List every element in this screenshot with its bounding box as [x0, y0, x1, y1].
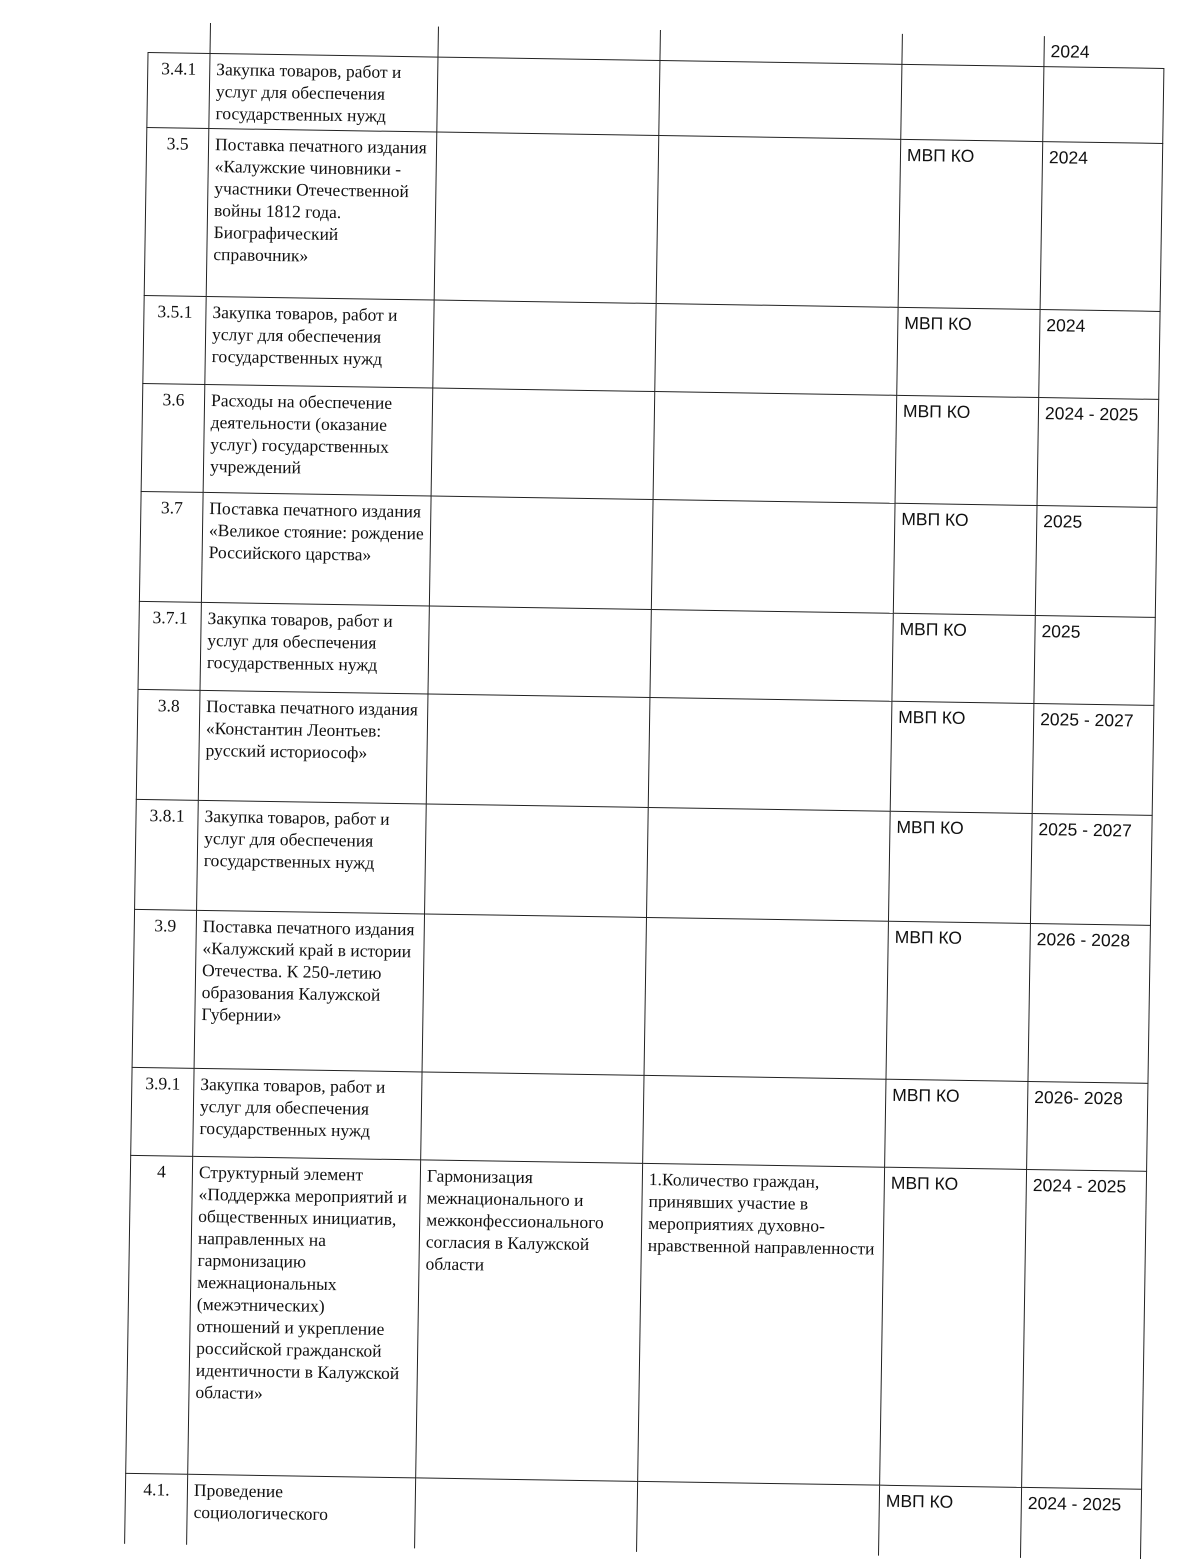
row-indicator — [653, 392, 897, 504]
row-years: 2024 - 2025 — [1020, 1487, 1141, 1559]
row-indicator — [650, 609, 893, 701]
row-years: 2026- 2028 — [1027, 1081, 1148, 1171]
table-row — [144, 127, 1163, 311]
row-indicator — [659, 61, 902, 140]
table-row — [135, 799, 1153, 925]
row-years: 2024 - 2025 — [1037, 398, 1159, 508]
row-name: Структурный элемент «Поддержка мероприятий и общественных инициатив, направленных на гармонизацию межнациональных (межэтнических) отношений и укрепление российской гражданской идентичности в Калужской области» — [188, 1156, 421, 1478]
row-name: Закупка товаров, работ и услуг для обеспечения государственных нужд — [205, 296, 434, 388]
row-executor: МВП КО — [890, 701, 1034, 813]
row-executor — [902, 34, 1044, 67]
row-number: 3.7.1 — [138, 601, 201, 690]
row-indicator — [646, 807, 890, 921]
row-years: 2025 — [1035, 506, 1157, 618]
row-executor — [901, 64, 1044, 141]
table-row — [131, 1067, 1148, 1171]
row-executor: МВП КО — [897, 307, 1040, 397]
row-indicator — [643, 1075, 886, 1167]
row-task — [434, 132, 659, 303]
row-task — [428, 606, 651, 697]
row-number: 3.9 — [132, 909, 196, 1068]
row-task — [415, 1478, 638, 1551]
row-name: Поставка печатного издания «Великое стояние: рождение Российского царства» — [201, 492, 431, 606]
row-name: Поставка печатного издания «Калужский край в истории Отечества. К 250-летию образования Калужской Губернии» — [194, 910, 424, 1072]
row-task — [431, 388, 655, 499]
row-number: 3.5 — [144, 127, 209, 296]
row-indicator — [660, 30, 902, 64]
row-name: Проведение социологического — [187, 1474, 416, 1548]
row-executor: МВП КО — [885, 1079, 1028, 1169]
row-indicator — [655, 304, 898, 396]
table-row — [125, 1473, 1142, 1559]
row-years: 2024 — [1040, 142, 1163, 312]
row-executor: МВП КО — [880, 1167, 1027, 1487]
row-name: Закупка товаров, работ и услуг для обеспечения государственных нужд — [200, 602, 429, 694]
row-name: Закупка товаров, работ и услуг для обеспечения государственных нужд — [209, 53, 438, 132]
row-executor: МВП КО — [886, 921, 1030, 1081]
row-name — [210, 23, 438, 57]
row-name: Расходы на обеспечение деятельности (оказание услуг) государственных учреждений — [203, 384, 433, 496]
row-name: Закупка товаров, работ и услуг для обеспечения государственных нужд — [193, 1068, 422, 1160]
row-number: 3.9.1 — [131, 1067, 194, 1156]
row-indicator — [637, 1481, 880, 1555]
row-task — [438, 27, 660, 61]
row-indicator — [648, 697, 892, 811]
table-body — [125, 22, 1165, 1559]
row-indicator — [644, 917, 888, 1079]
program-table — [124, 22, 1165, 1559]
row-number: 3.5.1 — [143, 295, 206, 384]
row-task — [422, 914, 646, 1075]
row-task: Гармонизация межнационального и межконфессионального согласия в Калужской области — [416, 1160, 643, 1481]
row-executor: МВП КО — [888, 811, 1032, 923]
table-row — [138, 601, 1155, 705]
row-indicator: 1.Количество граждан, принявших участие в мероприятиях духовно-нравственной направленности — [638, 1163, 885, 1485]
row-task — [429, 496, 653, 609]
row-number: 3.8.1 — [135, 799, 199, 910]
table-row — [126, 1155, 1147, 1489]
row-years: 2024 — [1039, 310, 1160, 400]
row-task — [421, 1072, 644, 1163]
row-number: 3.7 — [139, 491, 203, 602]
table-row — [136, 689, 1154, 815]
row-number — [148, 22, 210, 53]
row-indicator — [651, 499, 895, 613]
row-years: 2024 - 2025 — [1022, 1169, 1147, 1489]
row-number: 3.6 — [141, 383, 205, 492]
table-row — [143, 295, 1160, 399]
row-task — [433, 300, 656, 391]
table-row — [132, 909, 1150, 1083]
row-executor: МВП КО — [892, 613, 1035, 703]
table-row — [141, 383, 1159, 507]
row-task — [425, 804, 649, 917]
row-years: 2026 - 2028 — [1028, 923, 1150, 1083]
row-executor: МВП КО — [879, 1485, 1022, 1557]
row-name: Поставка печатного издания «Константин Леонтьев: русский историософ» — [198, 690, 428, 804]
row-number: 3.8 — [136, 689, 200, 800]
row-years: 2025 - 2027 — [1032, 703, 1154, 815]
row-indicator — [656, 136, 901, 308]
row-name: Закупка товаров, работ и услуг для обеспечения государственных нужд — [197, 800, 427, 914]
row-name: Поставка печатного издания «Калужские чиновники - участники Отечественной войны 1812 года. Биографический справочник» — [206, 128, 437, 300]
row-years — [1043, 67, 1164, 144]
row-years: 2024 — [1044, 36, 1164, 68]
row-task — [437, 57, 660, 135]
row-number: 3.4.1 — [147, 53, 210, 129]
row-years: 2025 — [1034, 616, 1155, 706]
row-number: 4 — [126, 1155, 193, 1474]
row-executor: МВП КО — [893, 503, 1037, 615]
row-years: 2025 - 2027 — [1030, 813, 1152, 925]
row-task — [426, 694, 650, 807]
row-executor: МВП КО — [895, 395, 1039, 505]
table-row — [139, 491, 1157, 617]
row-number: 4.1. — [125, 1473, 188, 1544]
row-executor: МВП КО — [898, 139, 1043, 309]
